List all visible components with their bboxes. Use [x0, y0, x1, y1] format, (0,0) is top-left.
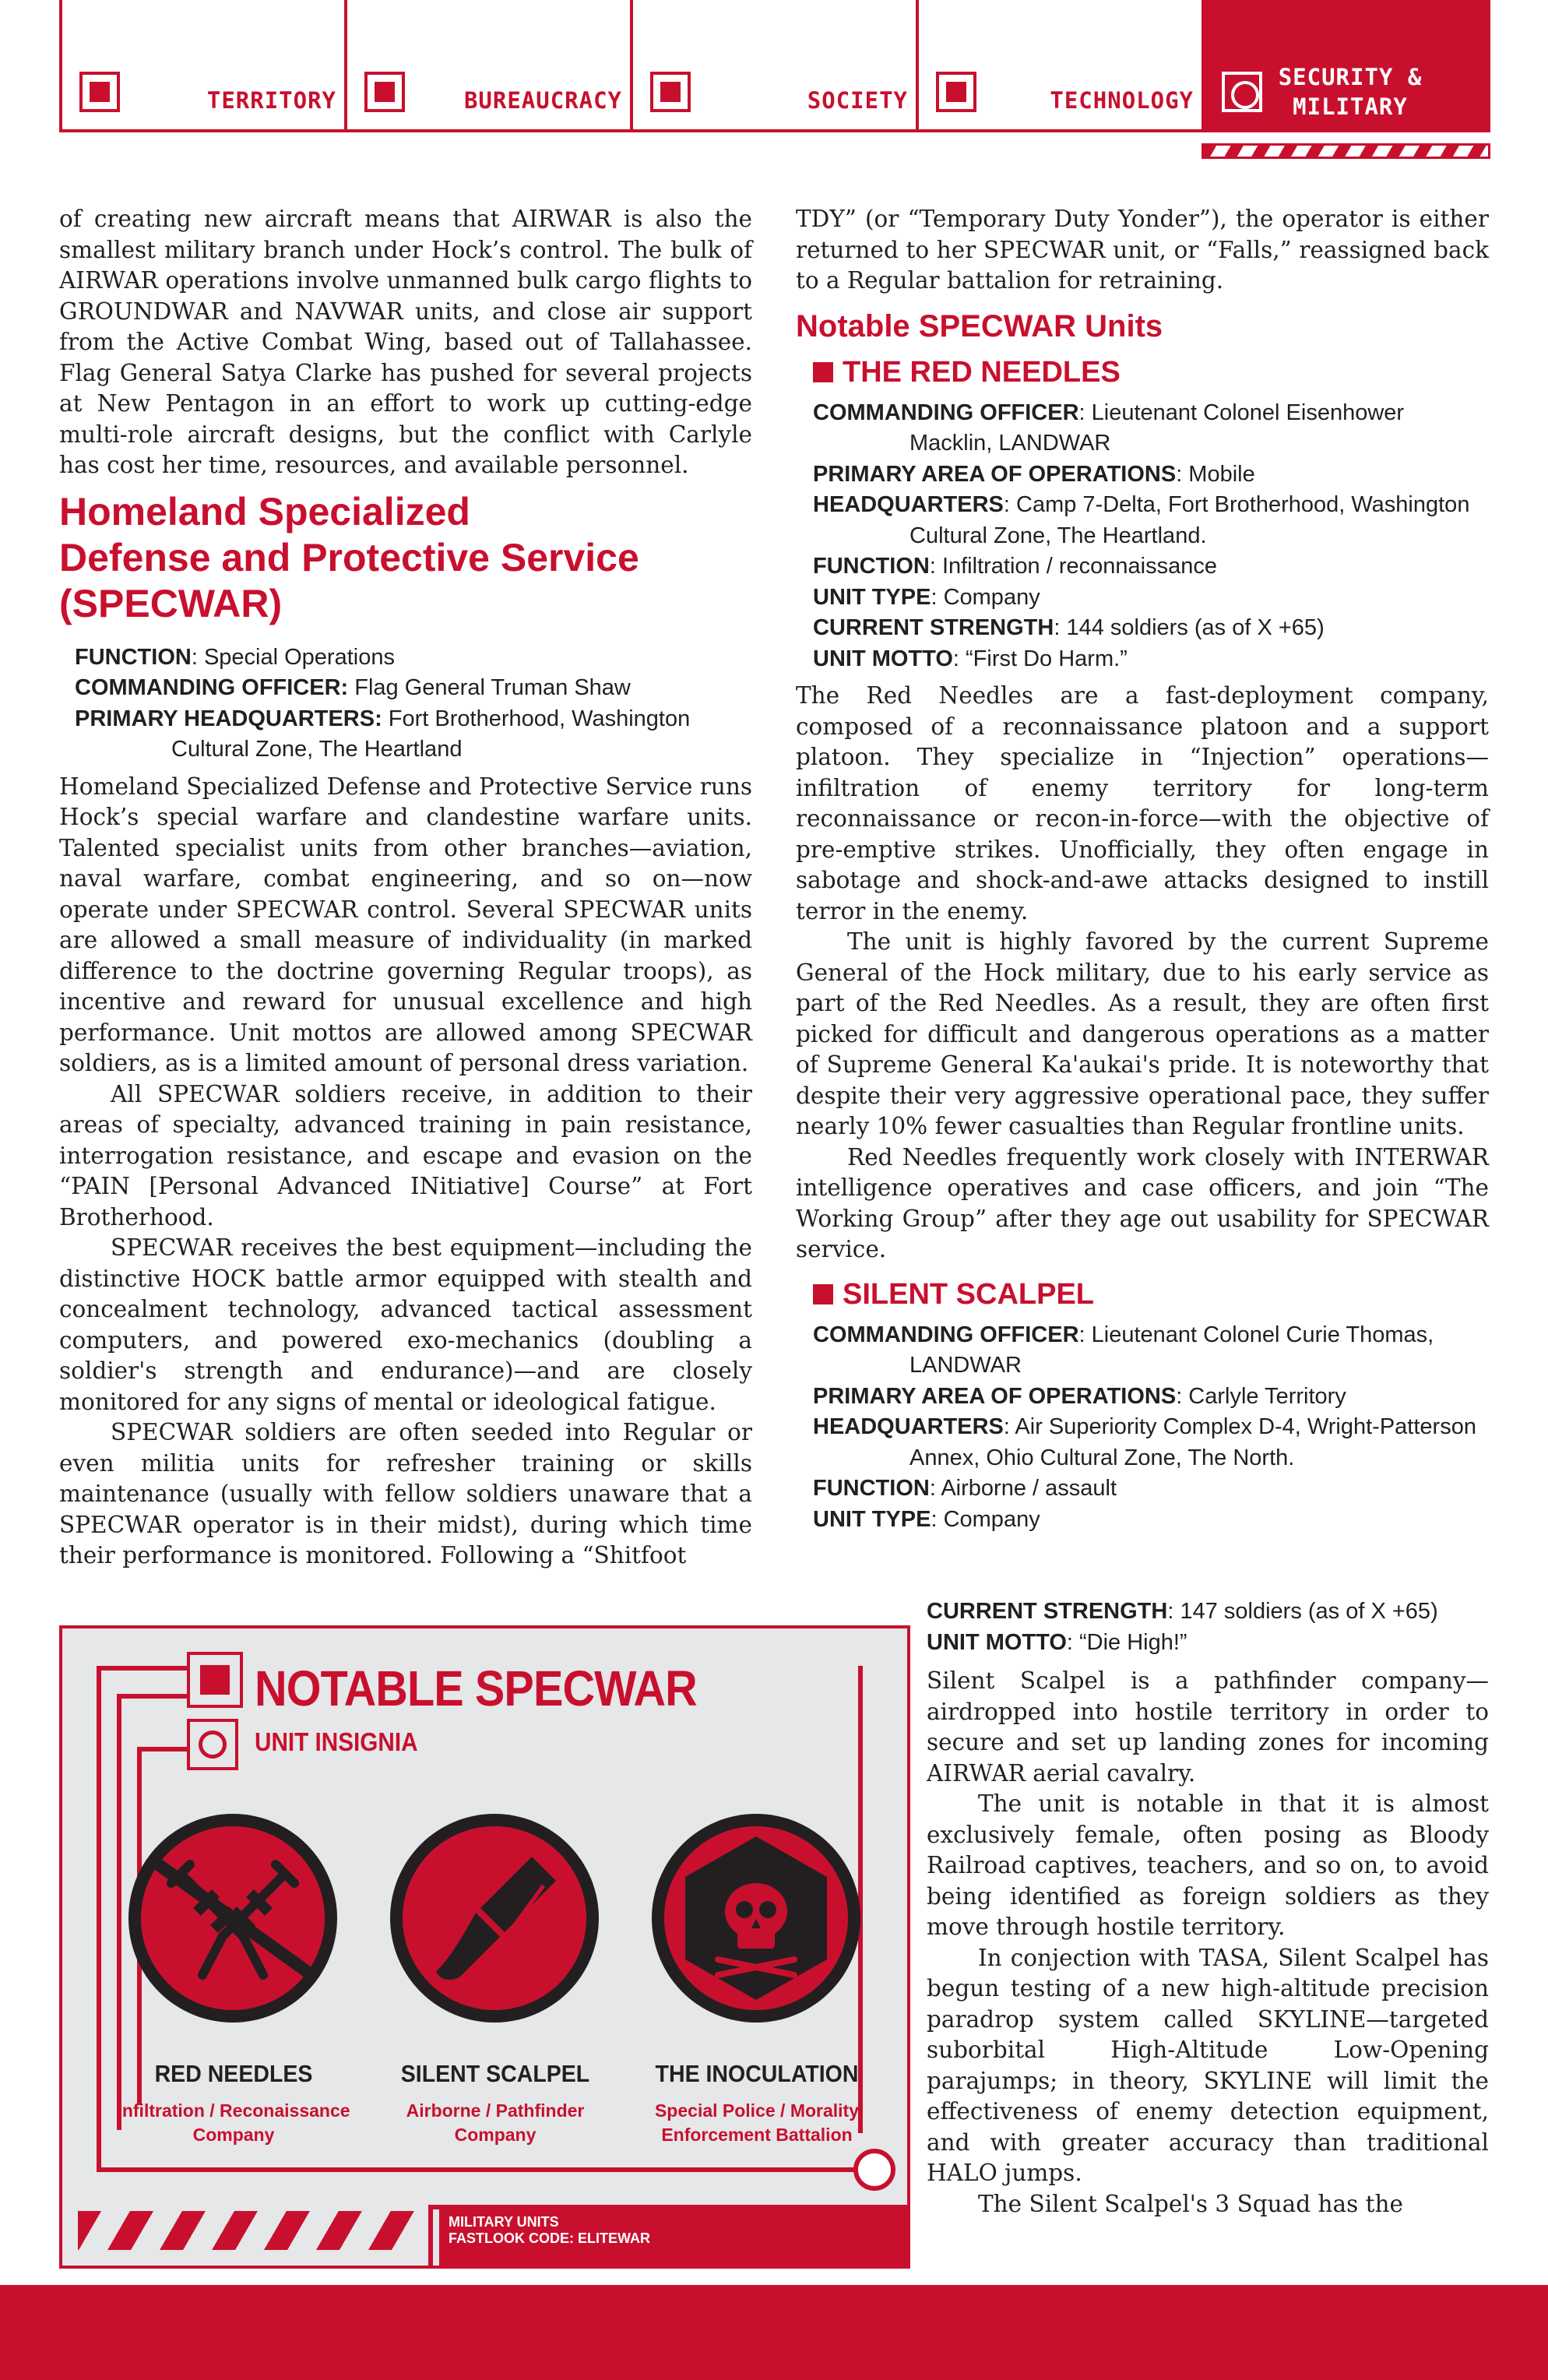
tab-technology[interactable] — [919, 0, 1205, 129]
info-row — [813, 1382, 1489, 1413]
info-row — [813, 1412, 1489, 1473]
info-label: COMMANDING OFFICER — [813, 400, 1079, 425]
info-row-commanding-officer — [75, 673, 752, 704]
paragraph: The unit is notable in that it is almost exclusively female, often posing as Bloody Railroad captives, teachers, and so on, to avoid being identified as foreign soldiers as they move through hostile territory. — [927, 1790, 1489, 1940]
circuit-line — [97, 1666, 101, 2172]
section-tabs — [59, 0, 1490, 132]
info-label: PRIMARY HEADQUARTERS: — [75, 706, 382, 731]
unit-insignia-panel — [59, 1625, 910, 2269]
right-column — [796, 204, 1489, 1535]
tab-label — [1210, 62, 1490, 121]
tab-society[interactable] — [633, 0, 919, 129]
specwar-info-block — [75, 643, 752, 766]
insignia-subtitle: UNIT INSIGNIA — [255, 1727, 418, 1756]
info-label: COMMANDING OFFICER: — [75, 675, 349, 700]
heading-line: (SPECWAR) — [59, 581, 283, 625]
circuit-line — [117, 1694, 121, 2130]
crossed-syringes-icon — [126, 1811, 340, 2025]
tab-square-icon — [936, 72, 976, 112]
circuit-line — [97, 1666, 198, 1671]
info-value: : Carlyle Territory — [1176, 1383, 1346, 1409]
unit-heading-red-needles — [813, 354, 1489, 390]
notable-units-heading: Notable SPECWAR Units — [796, 308, 1163, 343]
paragraph: The Red Needles are a fast-deployment company, composed of a reconnaissance platoon and a support platoon. They specialize in “Injection” operations—infiltration of enemy territory for long-term reconnaissance or recon-in-force—with the objective of pre-emptive strikes. Unofficially, they often engage in sabotage and shock-and-awe attacks designed to instill terror in the enemy. — [796, 682, 1489, 924]
info-value: : Air Superiority Complex D-4, Wright-Patterson Annex, Ohio Cultural Zone, The North. — [909, 1414, 1476, 1470]
circuit-line — [97, 2167, 864, 2172]
info-value: : Company — [931, 584, 1040, 610]
info-row — [813, 490, 1489, 551]
info-label: FUNCTION — [75, 644, 192, 670]
heading-line: Homeland Specialized — [59, 489, 470, 533]
tab-security-military[interactable] — [1205, 0, 1490, 129]
badge-desc-line: Special Police / Morality — [654, 2100, 860, 2121]
info-label: HEADQUARTERS — [813, 492, 1004, 517]
tab-label: SOCIETY — [807, 87, 908, 114]
badge-desc-line: Infiltration / Reconaissance — [117, 2100, 350, 2121]
info-value: : Airborne / assault — [929, 1476, 1117, 1501]
paragraph: TDY” (or “Temporary Duty Yonder”), the operator is either returned to her SPECWAR unit, or “Falls,” reassigned back to a Regular battalion for retraining. — [796, 206, 1489, 294]
silent-scalpel-info-block — [813, 1320, 1489, 1536]
tab-square-icon — [650, 72, 691, 112]
paragraph: SPECWAR soldiers are often seeded into Regular or even militia units for refresher training or skills maintenance (usually with fellow soldiers unaware that a SPECWAR operator is in their midst), during which time their performance is monitored. Following a “Shitfoot — [59, 1419, 752, 1568]
info-value: : Lieutenant Colonel Curie Thomas, LANDWAR — [909, 1322, 1434, 1378]
info-label: UNIT TYPE — [813, 1506, 931, 1532]
hazard-stripe — [78, 2211, 420, 2250]
info-label: PRIMARY AREA OF OPERATIONS — [813, 461, 1177, 487]
info-row — [813, 613, 1489, 644]
badge-name: RED NEEDLES — [154, 2060, 313, 2087]
paragraph: The unit is highly favored by the current Supreme General of the Hock military, due to his early service as part of the Red Needles. As a result, they are often first picked for difficult and dangerous operations as a matter of Supreme General Ka'aukai's pride. It is noteworthy that despite their very aggressive operational pace, they suffer nearly 10% fewer casualties than Regular frontline units. — [796, 928, 1489, 1139]
badge-desc — [117, 2099, 350, 2147]
bullet-square-icon — [813, 362, 833, 382]
tab-label-line1: SECURITY & — [1278, 64, 1423, 90]
tab-label: TERRITORY — [206, 87, 336, 114]
insignia-title: NOTABLE SPECWAR — [255, 1660, 697, 1716]
badge-desc — [378, 2099, 612, 2147]
info-row — [813, 1473, 1489, 1505]
paragraph: In conjection with TASA, Silent Scalpel has begun testing of a new high-altitude precision paradrop system called SKYLINE—targeted suborbital High-Altitude Low-Opening parajumps; in theory, SKYLINE will limit the effectiveness of enemy detection equipment, and with greater accuracy than traditional HALO jumps. — [927, 1944, 1489, 2186]
info-row-function — [75, 643, 752, 674]
badge-desc-line: Company — [454, 2125, 537, 2145]
tab-label: BUREAUCRACY — [463, 87, 622, 114]
info-row — [927, 1628, 1489, 1659]
info-value: : Company — [931, 1506, 1040, 1532]
info-row — [813, 1320, 1489, 1382]
info-label: PRIMARY AREA OF OPERATIONS — [813, 1383, 1177, 1409]
info-label: FUNCTION — [813, 1476, 930, 1501]
info-label: CURRENT STRENGTH — [813, 615, 1054, 640]
info-label: UNIT TYPE — [813, 584, 931, 610]
info-value: : Mobile — [1176, 461, 1255, 487]
circuit-line — [137, 1747, 192, 1752]
badge-name: SILENT SCALPEL — [400, 2060, 590, 2087]
info-label: FUNCTION — [813, 554, 930, 579]
info-value: : Camp 7-Delta, Fort Brotherhood, Washington Cultural Zone, The Heartland. — [909, 492, 1470, 548]
info-value: Fort Brotherhood, Washington Cultural Zone, The Heartland — [171, 706, 691, 762]
paragraph: All SPECWAR soldiers receive, in addition to their areas of specialty, advanced training in pain resistance, interrogation resistance, and escape and evasion on the “PAIN [Personal Advanced INitiative] Course” at Fort Brotherhood. — [59, 1080, 752, 1230]
paragraph: Homeland Specialized Defense and Protective Service runs Hock’s special warfare and clandestine warfare units. Talented specialist units from other branches—aviation, naval warfare, combat engineering, and so on—now operate under SPECWAR control. Several SPECWAR units are allowed a small measure of individuality (in marked difference to the doctrine governing Regular troops), as incentive and reward for unusual excellence and high performance. Unit mottos are allowed among SPECWAR soldiers, as is a limited amount of personal dress variation. — [59, 773, 752, 1076]
tab-square-icon — [79, 72, 120, 112]
section-heading — [59, 489, 752, 627]
tab-square-icon — [364, 72, 405, 112]
tab-label-line2: MILITARY — [1293, 93, 1408, 120]
corner-circle-icon — [853, 2149, 895, 2191]
circuit-line — [428, 2205, 433, 2267]
info-value: : Special Operations — [191, 644, 395, 670]
info-row — [927, 1597, 1489, 1628]
badge-desc-line: Enforcement Battalion — [661, 2125, 853, 2145]
tab-bureaucracy[interactable] — [347, 0, 633, 129]
footer-line: FASTLOOK CODE: ELITEWAR — [449, 2230, 650, 2246]
info-value: : “Die High!” — [1066, 1629, 1187, 1655]
unit-heading-silent-scalpel — [813, 1276, 1489, 1312]
info-row-headquarters — [75, 704, 752, 766]
info-value: : “First Do Harm.” — [952, 646, 1128, 671]
info-row — [813, 398, 1489, 459]
paragraph: of creating new aircraft means that AIRWAR is also the smallest military branch under Hock’s control. The bulk of AIRWAR operations involve unmanned bulk cargo flights to GROUNDWAR and NAVWAR units, and close air support from the Active Combat Wing, based out of Tallahassee. Flag General Satya Clarke has pushed for several projects at New Pentagon in an effort to work up cutting-edge multi-role aircraft designs, but the conflict with Carlyle has cost her time, resources, and available personnel. — [59, 206, 752, 478]
bottom-band — [0, 2285, 1548, 2380]
paragraph: Red Needles frequently work closely with INTERWAR intelligence operatives and case officers, and join “The Working Group” after they age out usability for SPECWAR service. — [796, 1143, 1489, 1262]
info-label: UNIT MOTTO — [927, 1629, 1067, 1655]
paragraph: The Silent Scalpel's 3 Squad has the — [978, 2190, 1403, 2217]
badge-desc — [640, 2099, 874, 2147]
bullet-square-icon — [813, 1284, 833, 1304]
skull-hexagon-icon — [649, 1811, 863, 2025]
insignia-footer — [449, 2214, 650, 2247]
title-square-icon — [187, 1652, 243, 1708]
info-label: HEADQUARTERS — [813, 1414, 1004, 1439]
info-value: : 147 soldiers (as of X +65) — [1167, 1599, 1438, 1624]
badge-name: THE INOCULATION — [655, 2060, 859, 2087]
scalpel-icon — [388, 1811, 601, 2025]
paragraph: SPECWAR receives the best equipment—including the distinctive HOCK battle armor equipped with stealth and concealment technology, advanced tactical assessment computers, and powered exo-mechanics (doubling a soldier's strength and endurance)—and are closely monitored for any signs of mental or ideological fatigue. — [59, 1234, 752, 1415]
info-label: COMMANDING OFFICER — [813, 1322, 1079, 1347]
left-column — [59, 204, 752, 1572]
hazard-stripe — [1201, 143, 1490, 159]
right-narrow-column — [927, 1597, 1489, 2220]
info-row — [813, 583, 1489, 614]
info-label: CURRENT STRENGTH — [927, 1599, 1168, 1624]
info-value: : Infiltration / reconnaissance — [929, 554, 1217, 579]
badge-desc-line: Company — [192, 2125, 275, 2145]
tab-territory[interactable] — [62, 0, 347, 129]
info-row — [813, 459, 1489, 491]
circuit-line — [117, 1694, 187, 1699]
info-label: UNIT MOTTO — [813, 646, 953, 671]
heading-line: Defense and Protective Service — [59, 535, 639, 579]
info-row — [813, 644, 1489, 675]
info-row — [813, 1505, 1489, 1536]
paragraph: Silent Scalpel is a pathfinder company—airdropped into hostile territory in order to secure and set up landing zones for incoming AIRWAR aerial cavalry. — [927, 1667, 1489, 1787]
subtitle-circle-icon — [187, 1719, 238, 1770]
footer-line: MILITARY UNITS — [449, 2214, 559, 2230]
info-value: : 144 soldiers (as of X +65) — [1054, 615, 1325, 640]
red-needles-info-block — [813, 398, 1489, 675]
info-row — [813, 551, 1489, 583]
info-value: : Lieutenant Colonel Eisenhower Macklin, LANDWAR — [909, 400, 1405, 456]
unit-title: SILENT SCALPEL — [843, 1277, 1095, 1311]
unit-title: THE RED NEEDLES — [843, 355, 1121, 389]
tab-label: TECHNOLOGY — [1050, 87, 1194, 114]
info-value: Flag General Truman Shaw — [348, 675, 631, 700]
silent-scalpel-info-block-cont — [927, 1597, 1489, 1658]
badge-desc-line: Airborne / Pathfinder — [406, 2100, 585, 2121]
